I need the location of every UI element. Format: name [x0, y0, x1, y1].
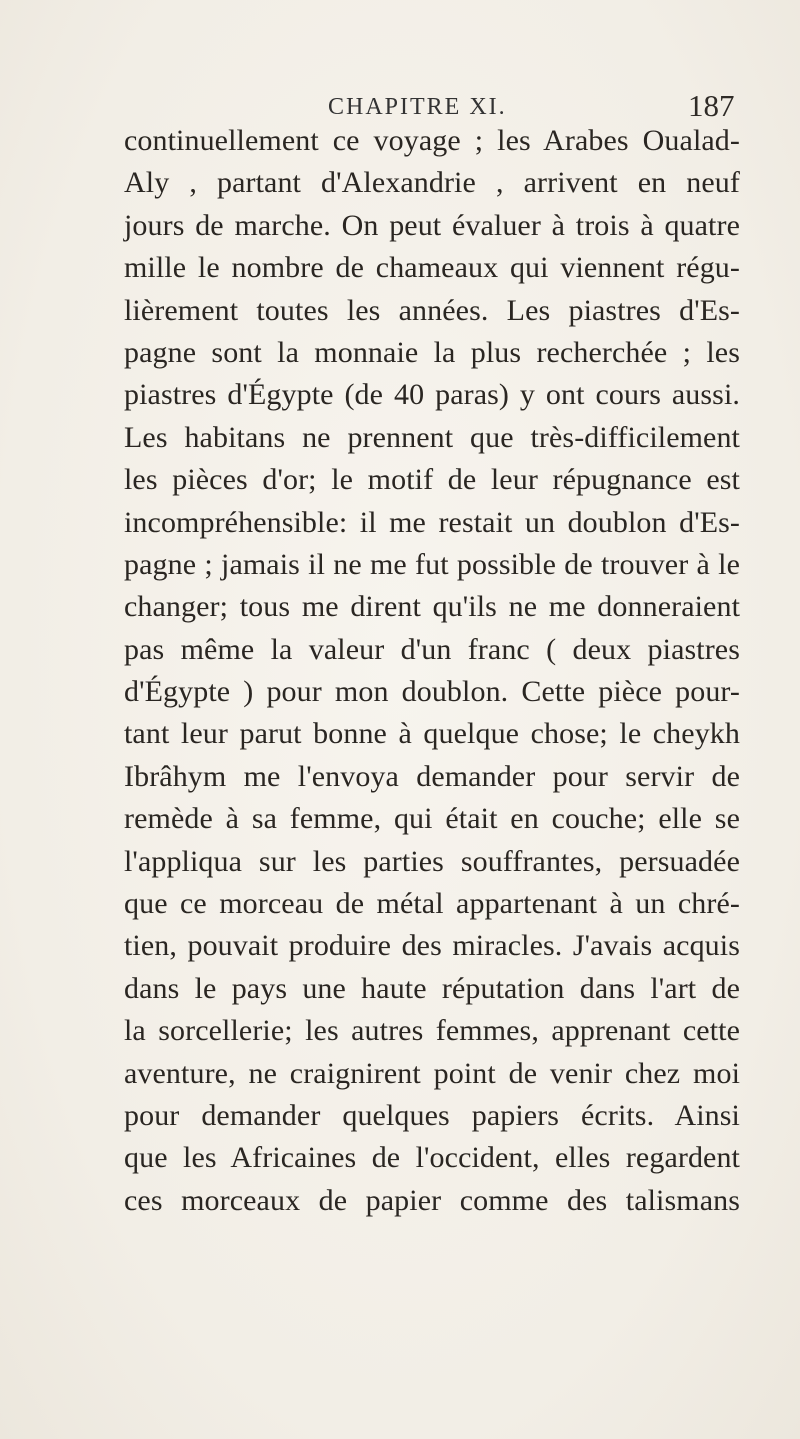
text-line: pagne ; jamais il ne me fut possible de trouver à le	[124, 547, 740, 581]
text-line: lièrement toutes les années. Les piastres d'Es-	[124, 293, 740, 327]
text-line: remède à sa femme, qui était en couche; elle se	[124, 802, 740, 836]
text-line: incompréhensible: il me restait un doublon d'Es-	[124, 505, 740, 539]
body-text	[124, 120, 740, 1222]
text-line: que ce morceau de métal appartenant à un chré-	[124, 887, 740, 921]
text-line: continuellement ce voyage ; les Arabes Oualad-	[124, 124, 740, 157]
page-number: 187	[688, 88, 735, 123]
text-line: l'appliqua sur les parties souffrantes, persuadée	[124, 844, 740, 878]
text-line: tien, pouvait produire des miracles. J'avais acquis	[124, 929, 740, 963]
text-line: que les Africaines de l'occident, elles regardent	[124, 1141, 740, 1175]
text-line: ces morceaux de papier comme des talismans	[124, 1183, 740, 1217]
text-line: dans le pays une haute réputation dans l'art de	[124, 971, 740, 1005]
text-line: Aly , partant d'Alexandrie , arrivent en neuf	[124, 166, 740, 200]
text-line: Ibrâhym me l'envoya demander pour servir de	[124, 759, 740, 793]
text-line: mille le nombre de chameaux qui viennent régu-	[124, 251, 740, 285]
text-line: pas même la valeur d'un franc ( deux piastres	[124, 632, 740, 666]
chapter-title: CHAPITRE XI.	[328, 94, 507, 120]
text-line: Les habitans ne prennent que très-difficilement	[124, 420, 740, 454]
text-line: pour demander quelques papiers écrits. Ainsi	[124, 1098, 740, 1132]
text-line: piastres d'Égypte (de 40 paras) y ont cours aussi.	[124, 378, 740, 412]
text-line: la sorcellerie; les autres femmes, apprenant cette	[124, 1014, 740, 1048]
text-line: changer; tous me dirent qu'ils ne me donneraient	[124, 590, 740, 624]
text-line: les pièces d'or; le motif de leur répugnance est	[124, 463, 740, 497]
text-line: tant leur parut bonne à quelque chose; le cheykh	[124, 717, 740, 751]
text-line: pagne sont la monnaie la plus recherchée ; les	[124, 335, 740, 369]
text-line: d'Égypte ) pour mon doublon. Cette pièce pour-	[124, 675, 740, 709]
text-line: jours de marche. On peut évaluer à trois à quatre	[124, 208, 740, 242]
text-line: aventure, ne craignirent point de venir chez moi	[124, 1056, 740, 1090]
